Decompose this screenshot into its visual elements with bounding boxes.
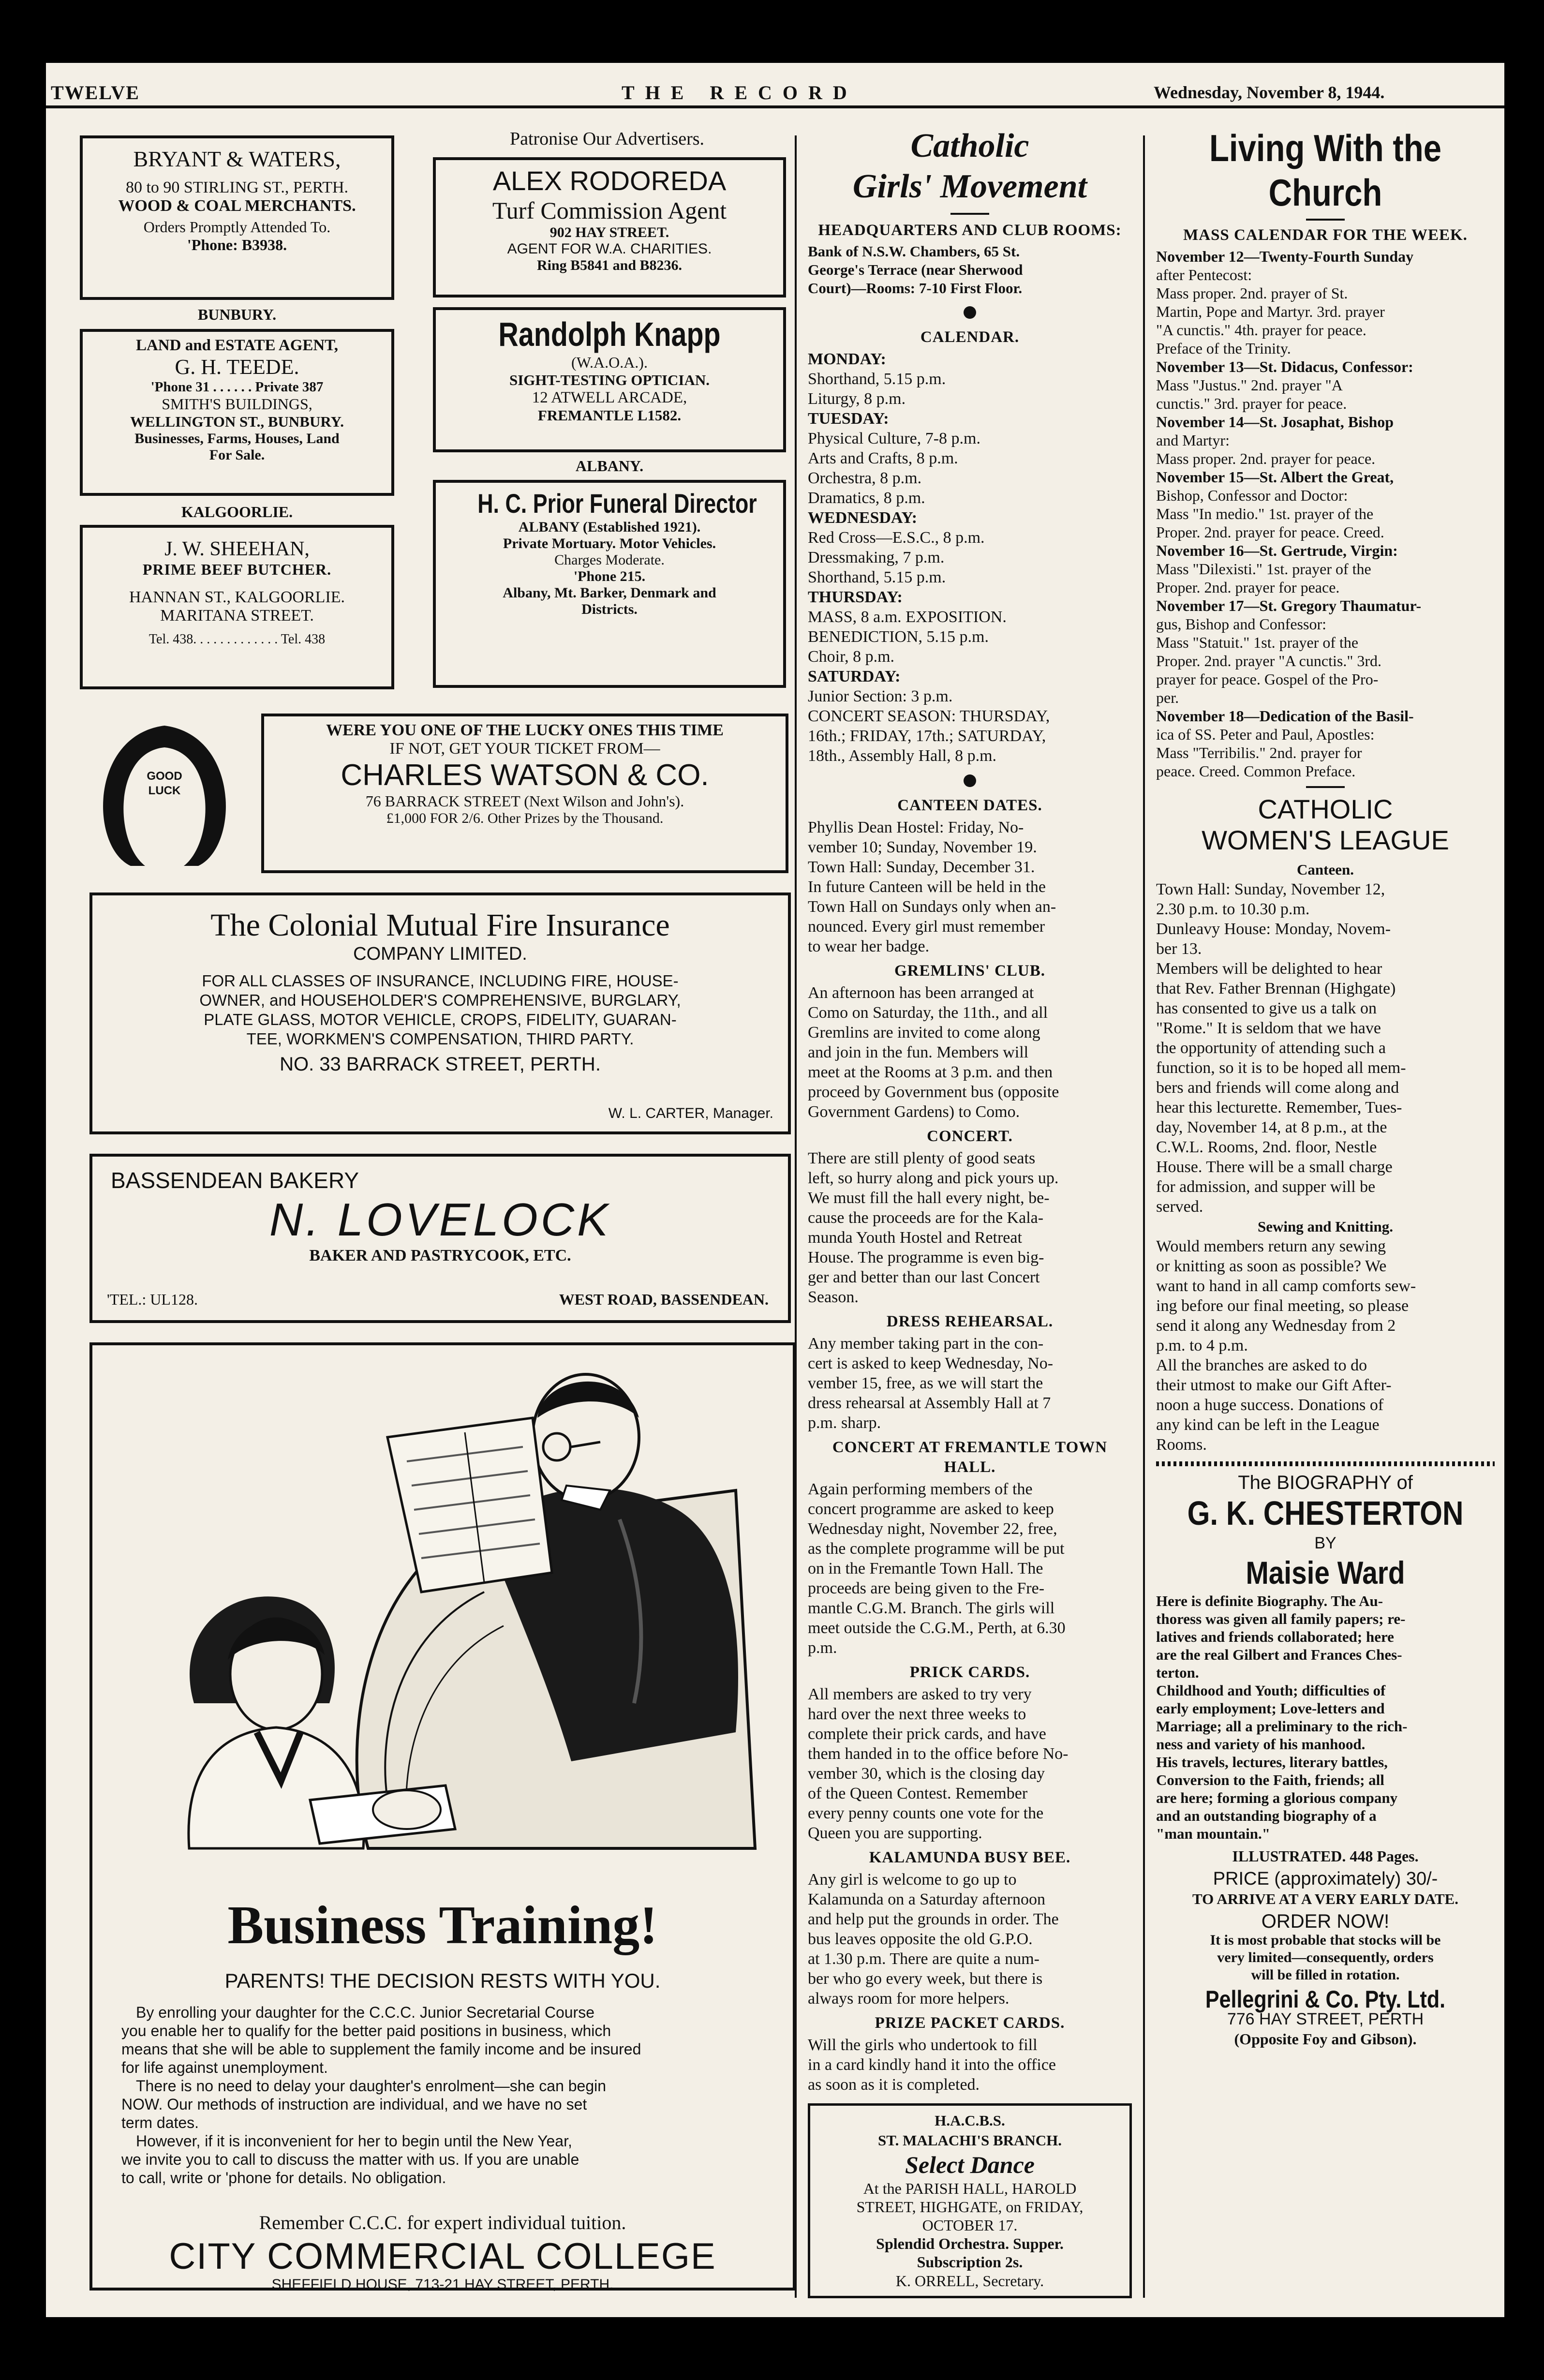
illustration-reading-man-and-girl — [136, 1365, 760, 1853]
ad-remember: Remember C.C.C. for expert individual tuition. — [259, 2212, 626, 2233]
cwl-sewing-body — [1156, 1236, 1495, 1455]
church-column — [1156, 126, 1495, 2049]
ad-arrive: TO ARRIVE AT A VERY EARLY DATE. — [1192, 1890, 1458, 1907]
calendar-line: Dramatics, 8 p.m. — [808, 489, 925, 507]
dance-title: Select Dance — [905, 2151, 1035, 2178]
ad-phone: Ring B5841 and B8236. — [536, 257, 683, 273]
text-line: their utmost to make our Gift After- — [1156, 1376, 1392, 1394]
text-line: p.m. — [808, 1639, 837, 1657]
column-rule — [1143, 135, 1145, 2298]
ad-phone: 'Phone: B3938. — [187, 236, 287, 253]
ad-body — [1156, 1592, 1495, 1843]
mass-line: Mass proper. 2nd. prayer of St. — [1156, 284, 1348, 302]
cgm-title: Catholic Girls' Movement — [852, 127, 1087, 205]
calendar-list — [808, 349, 1132, 706]
mass-line: and Martyr: — [1156, 431, 1230, 449]
ad-body: FOR ALL CLASSES OF INSURANCE, INCLUDING FIRE, HOUSE- OWNER, and HOUSEHOLDER'S COMPREHENSIVE, BURGLARY, PLATE GLASS, MOTOR VEHICLE, CROPS, FIDELITY, GUARAN- TEE, WORKMEN'S COMPENSATION, THIRD PARTY. — [199, 972, 681, 1048]
calendar-line: TUESDAY: — [808, 410, 889, 428]
ad-bryant-waters — [80, 135, 394, 300]
ad-line: Private Mortuary. Motor Vehicles. — [503, 536, 716, 551]
calendar-line: Arts and Crafts, 8 p.m. — [808, 449, 958, 467]
text-line: His travels, lectures, literary battles, — [1156, 1754, 1388, 1770]
text-line: C.W.L. Rooms, 2nd. floor, Nestle — [1156, 1138, 1377, 1156]
ad-sub: PARENTS! THE DECISION RESTS WITH YOU. — [224, 1969, 661, 1992]
ad-address: HANNAN ST., KALGOORLIE. — [129, 588, 345, 606]
text-line: noon a huge success. Donations of — [1156, 1396, 1384, 1414]
mass-line: Mass "Terribilis." 2nd. prayer for — [1156, 744, 1362, 761]
ad-address: 902 HAY STREET. — [549, 224, 669, 240]
text-line: Will the girls who undertook to fill — [808, 2036, 1038, 2054]
text-line: served. — [1156, 1198, 1203, 1216]
mass-line: November 12—Twenty-Fourth Sunday — [1156, 248, 1414, 265]
section-label-kalgoorlie: KALGOORLIE. — [181, 503, 293, 521]
header-rule — [46, 105, 1504, 108]
ad-name: G. H. TEEDE. — [175, 355, 299, 379]
cgm-column — [808, 126, 1132, 2298]
fremantle-heading: CONCERT AT FREMANTLE TOWN HALL. — [832, 1439, 1108, 1476]
text-line: All members are asked to try very — [808, 1685, 1032, 1703]
mass-line: Preface of the Trinity. — [1156, 340, 1291, 357]
text-line: hard over the next three weeks to — [808, 1705, 1026, 1723]
text-line: and an outstanding biography of a — [1156, 1807, 1377, 1824]
divider — [950, 213, 989, 215]
text-line: Any girl is welcome to go up to — [808, 1871, 1017, 1889]
text-line: ger and better than our last Concert — [808, 1268, 1040, 1286]
ad-line: For Sale. — [209, 447, 265, 463]
mass-line: November 16—St. Gertrude, Virgin: — [1156, 542, 1398, 559]
ad-line: Charges Moderate. — [554, 552, 665, 568]
mass-line: November 15—St. Albert the Great, — [1156, 468, 1394, 486]
canteen-heading: CANTEEN DATES. — [897, 797, 1042, 814]
ad-chesterton-biography — [1156, 1473, 1495, 2049]
bullet-separator — [964, 774, 976, 787]
ad-opposite: (Opposite Foy and Gibson). — [1234, 2030, 1417, 2048]
text-line: Kalamunda on a Saturday afternoon — [808, 1890, 1045, 1908]
ad-price: PRICE (approximately) 30/- — [1213, 1869, 1438, 1889]
mass-line: Proper. 2nd. prayer for peace. — [1156, 579, 1340, 596]
text-line: nounced. Every girl must remember — [808, 918, 1045, 936]
text-line: ber who go every week, but there is — [808, 1970, 1043, 1988]
ad-agent: AGENT FOR W.A. CHARITIES. — [507, 241, 712, 257]
text-line: Government Gardens) to Como. — [808, 1103, 1020, 1121]
text-line: mantle C.G.M. Branch. The girls will — [808, 1599, 1055, 1617]
badge-text: GOOD LUCK — [147, 770, 182, 797]
issue-date: Wednesday, November 8, 1944. — [1154, 83, 1385, 102]
masthead: THE RECORD — [622, 82, 858, 104]
ad-address: 776 HAY STREET, PERTH — [1227, 2010, 1424, 2028]
calendar-line: Shorthand, 5.15 p.m. — [808, 370, 946, 388]
ad-firm: Pellegrini & Co. Pty. Ltd. — [1205, 1986, 1446, 2013]
text-line: complete their prick cards, and have — [808, 1725, 1046, 1743]
ad-town: FREMANTLE L1582. — [537, 407, 682, 424]
calendar-line: Liturgy, 8 p.m. — [808, 390, 906, 408]
text-line: Gremlins are invited to come along — [808, 1024, 1040, 1041]
mass-line: November 18—Dedication of the Basil- — [1156, 707, 1414, 725]
text-line: Marriage; all a preliminary to the rich- — [1156, 1718, 1408, 1735]
text-line: "man mountain." — [1156, 1825, 1270, 1842]
text-line: them handed in to the office before No- — [808, 1745, 1069, 1763]
section-label-albany: ALBANY. — [575, 457, 644, 475]
text-line: any kind can be left in the League — [1156, 1416, 1380, 1434]
calendar-line: BENEDICTION, 5.15 p.m. — [808, 628, 989, 646]
text-line: proceed by Government bus (opposite — [808, 1083, 1059, 1101]
text-line: Dunleavy House: Monday, Novem- — [1156, 920, 1391, 938]
text-line: function, so it is to be hoped all mem- — [1156, 1059, 1406, 1077]
ad-line: The BIOGRAPHY of — [1238, 1472, 1413, 1493]
text-line: send it along any Wednesday from 2 — [1156, 1317, 1396, 1335]
canteen-body — [808, 818, 1132, 956]
text-line: munda Youth Hostel and Retreat — [808, 1229, 1022, 1247]
text-line: terton. — [1156, 1664, 1199, 1681]
calendar-line: MASS, 8 a.m. EXPOSITION. — [808, 608, 1007, 626]
text-line: bers and friends will come along and — [1156, 1079, 1399, 1097]
text-line: p.m. sharp. — [808, 1414, 881, 1432]
ad-quals: (W.A.O.A.). — [571, 354, 648, 371]
ad-line: Albany, Mt. Barker, Denmark and — [503, 585, 716, 601]
ad-name: N. LOVELOCK — [269, 1194, 611, 1246]
prick-heading: PRICK CARDS. — [909, 1664, 1030, 1681]
ad-address: 80 to 90 STIRLING ST., PERTH. — [125, 178, 349, 196]
text-line: Wednesday night, November 22, free, — [808, 1520, 1057, 1538]
dress-heading: DRESS REHEARSAL. — [886, 1313, 1054, 1330]
ad-prize: £1,000 FOR 2/6. Other Prizes by the Thousand. — [386, 810, 664, 826]
ad-sub: COMPANY LIMITED. — [353, 944, 527, 964]
text-line: Here is definite Biography. The Au- — [1156, 1592, 1383, 1609]
bullet-separator — [964, 306, 976, 319]
ad-note: It is most probable that stocks will be very limited—consequently, orders will be filled in rotation. — [1210, 1932, 1441, 1983]
text-line: latives and friends collaborated; here — [1156, 1628, 1394, 1645]
ad-address: 12 ATWELL ARCADE, — [532, 389, 687, 406]
calendar-heading: CALENDAR. — [920, 328, 1020, 346]
text-line: vember 30, which is the closing day — [808, 1765, 1045, 1783]
text-line: thoress was given all family papers; re- — [1156, 1610, 1406, 1627]
dress-body — [808, 1334, 1132, 1433]
ad-trade: WOOD & COAL MERCHANTS. — [118, 197, 356, 215]
mass-heading: MASS CALENDAR FOR THE WEEK. — [1183, 226, 1468, 244]
ad-by: BY — [1314, 1534, 1336, 1552]
text-line: left, so hurry along and pick yours up. — [808, 1169, 1059, 1187]
text-line: Queen you are supporting. — [808, 1824, 982, 1842]
cwl-title: CATHOLIC WOMEN'S LEAGUE — [1202, 794, 1449, 855]
ad-name: J. W. SHEEHAN, — [164, 538, 310, 560]
ad-name: BRYANT & WATERS, — [133, 147, 341, 171]
calendar-line: THURSDAY: — [808, 588, 903, 606]
ad-name: Randolph Knapp — [498, 315, 721, 353]
ad-line: Businesses, Farms, Houses, Land — [134, 431, 340, 446]
concert-body — [808, 1148, 1132, 1307]
ad-city-commercial-college — [89, 1342, 796, 2291]
ad-sheehan — [80, 525, 394, 689]
ad-line: WERE YOU ONE OF THE LUCKY ONES THIS TIME — [326, 721, 724, 739]
dance-body: At the PARISH HALL, HAROLD STREET, HIGHGATE, on FRIDAY, OCTOBER 17. Splendid Orchestra. Supper. Subscription 2s. — [856, 2180, 1084, 2271]
mass-line: peace. Creed. Common Preface. — [1156, 762, 1356, 780]
ad-bassendean-bakery — [89, 1154, 791, 1323]
text-line: p.m. to 4 p.m. — [1156, 1337, 1248, 1354]
dance-signature: K. ORRELL, Secretary. — [895, 2272, 1044, 2290]
cwl-sewing-heading: Sewing and Knitting. — [1258, 1218, 1393, 1235]
text-line: in a card kindly hand it into the office — [808, 2056, 1056, 2074]
packet-body — [808, 2035, 1132, 2095]
calendar-line: Choir, 8 p.m. — [808, 648, 895, 666]
mass-line: Mass "Justus." 2nd. prayer "A — [1156, 376, 1343, 394]
text-line: Phyllis Dean Hostel: Friday, No- — [808, 818, 1024, 836]
text-line: meet outside the C.G.M., Perth, at 6.30 — [808, 1619, 1066, 1637]
mass-line: Mass proper. 2nd. prayer for peace. — [1156, 450, 1376, 467]
concert-heading: CONCERT. — [927, 1128, 1013, 1145]
gremlins-body — [808, 983, 1132, 1122]
mass-line: prayer for peace. Gospel of the Pro- — [1156, 670, 1379, 688]
ad-name: CHARLES WATSON & CO. — [341, 759, 709, 792]
text-line: or knitting as soon as possible? We — [1156, 1257, 1387, 1275]
packet-heading: PRIZE PACKET CARDS. — [875, 2014, 1065, 2032]
ad-headline: Business Training! — [227, 1895, 658, 1955]
text-line: early employment; Love-letters and — [1156, 1700, 1385, 1717]
mass-line: November 14—St. Josaphat, Bishop — [1156, 413, 1394, 431]
ad-charles-watson — [261, 714, 788, 873]
good-luck-horseshoe — [85, 706, 244, 876]
calendar-line: Junior Section: 3 p.m. — [808, 687, 953, 705]
text-line: Town Hall: Sunday, December 31. — [808, 858, 1035, 876]
text-line: proceeds are being given to the Fre- — [808, 1579, 1045, 1597]
text-line: Would members return any sewing — [1156, 1237, 1386, 1255]
busy-body — [808, 1870, 1132, 2008]
ad-line: ALBANY (Established 1921). — [518, 519, 701, 535]
text-line: for admission, and supper will be — [1156, 1178, 1376, 1196]
calendar-line: Dressmaking, 7 p.m. — [808, 549, 945, 566]
ad-prior-funeral — [433, 480, 786, 688]
cwl-canteen-heading: Canteen. — [1297, 861, 1354, 878]
ad-name: H. C. Prior Funeral Director — [477, 488, 757, 519]
ad-trade: LAND and ESTATE AGENT, — [135, 337, 339, 354]
ad-trade: Turf Commission Agent — [492, 197, 727, 224]
text-line: to wear her badge. — [808, 937, 930, 955]
ad-author: Maisie Ward — [1246, 1555, 1405, 1591]
mass-calendar — [1156, 247, 1495, 780]
calendar-line: Shorthand, 5.15 p.m. — [808, 568, 946, 586]
ad-trade: PRIME BEEF BUTCHER. — [142, 561, 332, 578]
text-line: hear this lecturette. Remember, Tues- — [1156, 1099, 1402, 1116]
text-line: 2.30 p.m. to 10.30 p.m. — [1156, 900, 1310, 918]
ad-address: NO. 33 BARRACK STREET, PERTH. — [280, 1054, 601, 1075]
mass-line: ica of SS. Peter and Paul, Apostles: — [1156, 726, 1375, 743]
calendar-line: SATURDAY: — [808, 668, 901, 685]
mass-line: after Pentecost: — [1156, 266, 1252, 283]
ad-title: BASSENDEAN BAKERY — [111, 1168, 359, 1193]
text-line: There are still plenty of good seats — [808, 1149, 1036, 1167]
mass-line: November 13—St. Didacus, Confessor: — [1156, 358, 1413, 375]
ad-street: WELLINGTON ST., BUNBURY. — [130, 413, 344, 430]
text-line: Members will be delighted to hear — [1156, 960, 1382, 978]
mass-line: Martin, Pope and Martyr. 3rd. prayer — [1156, 303, 1385, 320]
mass-line: gus, Bishop and Confessor: — [1156, 615, 1326, 633]
text-line: Conversion to the Faith, friends; all — [1156, 1771, 1384, 1788]
mass-line: Mass "In medio." 1st. prayer of the — [1156, 505, 1374, 522]
calendar-line: WEDNESDAY: — [808, 509, 918, 527]
newspaper-page — [46, 63, 1504, 2317]
ad-manager: W. L. CARTER, Manager. — [608, 1105, 773, 1121]
ad-address: MARITANA STREET. — [160, 607, 314, 625]
ad-building: SMITH'S BUILDINGS, — [162, 395, 312, 413]
ad-illustrated: ILLUSTRATED. 448 Pages. — [1232, 1847, 1419, 1865]
ad-line: Districts. — [581, 601, 638, 617]
mass-line: Proper. 2nd. prayer for peace. Creed. — [1156, 523, 1384, 541]
ad-address: SHEFFIELD HOUSE, 713-21 HAY STREET, PERTH. — [271, 2276, 614, 2292]
ad-line: IF NOT, GET YOUR TICKET FROM— — [389, 740, 660, 758]
patronise-notice: Patronise Our Advertisers. — [509, 129, 705, 149]
text-line: bus leaves opposite the old G.P.O. — [808, 1930, 1033, 1948]
ad-name: CITY COMMERCIAL COLLEGE — [169, 2236, 716, 2277]
text-line: always room for more helpers. — [808, 1990, 1010, 2008]
text-line: ing before our final meeting, so please — [1156, 1297, 1409, 1315]
church-title: Living With the Church — [1209, 127, 1442, 214]
text-line: cause the proceeds are for the Kala- — [808, 1209, 1044, 1227]
prick-body — [808, 1684, 1132, 1843]
hq-body: Bank of N.S.W. Chambers, 65 St. George's Terrace (near Sherwood Court)—Rooms: 7-10 First Floor. — [808, 243, 1023, 297]
calendar-line: MONDAY: — [808, 350, 886, 368]
hq-heading: HEADQUARTERS AND CLUB ROOMS: — [818, 222, 1122, 239]
gremlins-heading: GREMLINS' CLUB. — [894, 962, 1046, 980]
calendar-line: Physical Culture, 7-8 p.m. — [808, 430, 980, 447]
calendar-line: Orchestra, 8 p.m. — [808, 469, 922, 487]
text-line: every penny counts one vote for the — [808, 1804, 1044, 1822]
ad-phone: 'TEL.: UL128. — [107, 1291, 198, 1308]
divider — [1306, 786, 1345, 788]
decorative-rule — [1156, 1461, 1495, 1466]
text-line: the opportunity of attending such a — [1156, 1039, 1386, 1057]
text-line: We must fill the hall every night, be- — [808, 1189, 1050, 1207]
cwl-canteen-body — [1156, 879, 1495, 959]
ad-order: ORDER NOW! — [1261, 1911, 1390, 1932]
text-line: of the Queen Contest. Remember — [808, 1785, 1028, 1802]
ad-name: ALEX RODOREDA — [492, 165, 727, 196]
text-line: Rooms. — [1156, 1436, 1207, 1454]
text-line: Any member taking part in the con- — [808, 1335, 1044, 1353]
text-line: cert is asked to keep Wednesday, No- — [808, 1354, 1054, 1372]
mass-line: Bishop, Confessor and Doctor: — [1156, 487, 1348, 504]
text-line: at 1.30 p.m. There are quite a num- — [808, 1950, 1039, 1968]
text-line: Childhood and Youth; difficulties of — [1156, 1682, 1386, 1699]
text-line: concert programme are asked to keep — [808, 1500, 1054, 1518]
text-line: and help put the grounds in order. The — [808, 1910, 1059, 1928]
ad-name: The Colonial Mutual Fire Insurance — [210, 907, 670, 943]
text-line: as soon as it is completed. — [808, 2076, 980, 2094]
text-line: day, November 14, at 8 p.m., at the — [1156, 1118, 1387, 1136]
ad-trade: SIGHT-TESTING OPTICIAN. — [509, 372, 710, 388]
mass-line: Mass "Dilexisti." 1st. prayer of the — [1156, 560, 1371, 578]
text-line: ber 13. — [1156, 940, 1202, 958]
ad-address: 76 BARRACK STREET (Next Wilson and John's). — [365, 792, 684, 810]
mass-line: cunctis." 3rd. prayer for peace. — [1156, 395, 1347, 412]
text-line: has consented to give us a talk on — [1156, 999, 1377, 1017]
text-line: as the complete programme will be put — [808, 1540, 1065, 1558]
text-line: Town Hall: Sunday, November 12, — [1156, 880, 1385, 898]
text-line: that Rev. Father Brennan (Highgate) — [1156, 980, 1396, 997]
fremantle-body — [808, 1479, 1132, 1658]
text-line: on in the Fremantle Town Hall. The — [808, 1560, 1043, 1577]
ad-address: WEST ROAD, BASSENDEAN. — [559, 1291, 769, 1308]
text-line: and join in the fun. Members will — [808, 1043, 1029, 1061]
text-line: want to hand in all camp comforts sew- — [1156, 1277, 1416, 1295]
text-line: House. The programme is even big- — [808, 1249, 1044, 1266]
mass-line: per. — [1156, 689, 1179, 706]
text-line: ness and variety of his manhood. — [1156, 1736, 1366, 1753]
hacbs-branch: ST. MALACHI'S BRANCH. — [877, 2132, 1062, 2149]
ad-trade: BAKER AND PASTRYCOOK, ETC. — [309, 1247, 571, 1264]
text-line: vember 15, free, as we will start the — [808, 1374, 1043, 1392]
text-line: vember 10; Sunday, November 19. — [808, 838, 1037, 856]
text-line: An afternoon has been arranged at — [808, 984, 1034, 1002]
page-number-label: TWELVE — [51, 82, 140, 104]
ad-phone: 'Phone 31 . . . . . . Private 387 — [150, 379, 324, 395]
ad-colonial-mutual — [89, 892, 791, 1134]
mass-line: Mass "Statuit." 1st. prayer of the — [1156, 634, 1359, 651]
text-line: Town Hall on Sundays only when an- — [808, 898, 1056, 916]
hacbs-heading: H.A.C.B.S. — [935, 2112, 1005, 2129]
concert-season: CONCERT SEASON: THURSDAY, 16th.; FRIDAY, 17th.; SATURDAY, 18th., Assembly Hall, 8 p.m. — [808, 707, 1050, 765]
ad-orders: Orders Promptly Attended To. — [143, 218, 331, 236]
busy-heading: KALAMUNDA BUSY BEE. — [869, 1849, 1071, 1866]
ad-line: 'Phone 215. — [573, 568, 646, 584]
calendar-line: Red Cross—E.S.C., 8 p.m. — [808, 529, 985, 547]
hacbs-box — [808, 2103, 1132, 2298]
ad-phone: Tel. 438. . . . . . . . . . . . . Tel. 438 — [148, 632, 326, 647]
text-line: Season. — [808, 1288, 859, 1306]
illustration-icon — [136, 1365, 760, 1853]
text-line: dress rehearsal at Assembly Hall at 7 — [808, 1394, 1051, 1412]
cwl-lecture-body — [1156, 959, 1495, 1217]
text-line: Como on Saturday, the 11th., and all — [808, 1004, 1048, 1022]
divider — [1306, 219, 1345, 221]
text-line: are here; forming a glorious company — [1156, 1789, 1398, 1806]
text-line: House. There will be a small charge — [1156, 1158, 1393, 1176]
text-line: "Rome." It is seldom that we have — [1156, 1019, 1381, 1037]
text-line: In future Canteen will be held in the — [808, 878, 1046, 896]
ad-name: G. K. CHESTERTON — [1187, 1494, 1464, 1532]
mass-line: "A cunctis." 4th. prayer for peace. — [1156, 321, 1366, 339]
ad-teede — [80, 329, 394, 496]
mass-line: Proper. 2nd. prayer "A cunctis." 3rd. — [1156, 652, 1382, 669]
ad-rodoreda — [433, 157, 786, 298]
text-line: meet at the Rooms at 3 p.m. and then — [808, 1063, 1053, 1081]
mass-line: November 17—St. Gregory Thaumatur- — [1156, 597, 1422, 614]
text-line: All the branches are asked to do — [1156, 1356, 1367, 1374]
ad-body: By enrolling your daughter for the C.C.C. Junior Secretarial Course you enable her to qualify for the better paid positions in business, which means that she will be able to supplement the family income and be insured for life against unemployment. There is no need to delay your daughter's enrolment—she can begin NOW. Our methods of instruction are individual, and we have no set term dates. However, if it is inconvenient for her to begin until the New Year, we invite you to call to discuss the matter with us. If you are unable to call, write or 'phone for details. No obligation. — [121, 2004, 641, 2187]
ad-randolph-knapp — [433, 307, 786, 452]
section-label-bunbury: BUNBURY. — [197, 306, 277, 323]
text-line: are the real Gilbert and Frances Ches- — [1156, 1646, 1402, 1663]
text-line: Again performing members of the — [808, 1480, 1033, 1498]
